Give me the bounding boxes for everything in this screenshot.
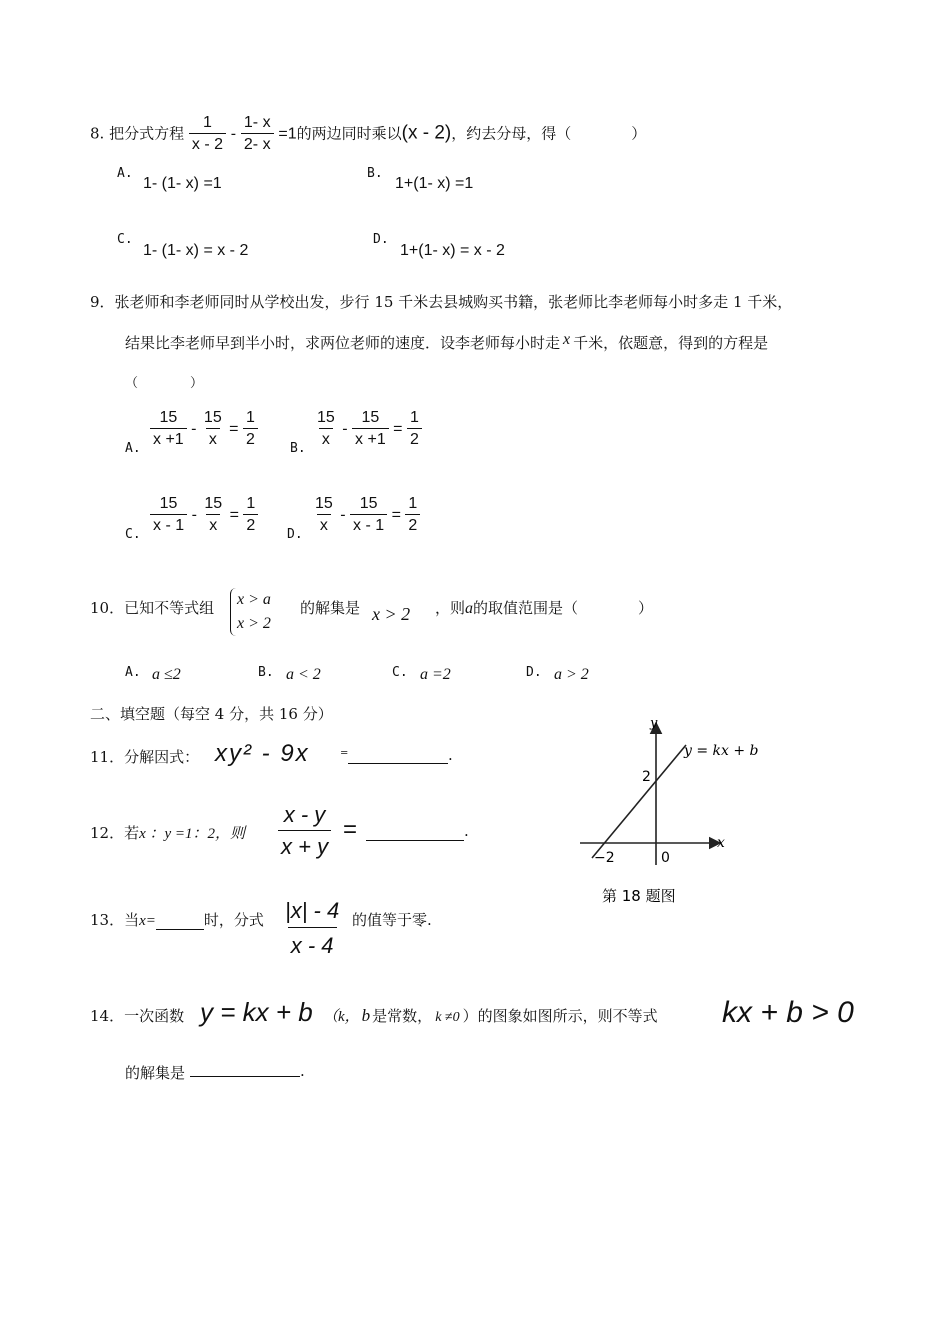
q12-ratio: x ：y =1：2，则	[139, 826, 246, 842]
q8-frac2-den: 2- x	[241, 133, 274, 156]
q9-c-r-den: 2	[243, 514, 258, 537]
q9-variable: x	[563, 331, 571, 348]
q9-answer-paren: （ ）	[125, 376, 204, 391]
q11-answer-blank[interactable]	[348, 745, 448, 764]
section-2-heading: 二、填空题（每空 4 分，共 16 分）	[90, 705, 333, 723]
q8-fraction-1	[189, 113, 226, 156]
q10-suffix	[435, 597, 653, 618]
q14-inequality: kx + b > 0	[722, 996, 854, 1029]
q8-fraction-2	[241, 113, 274, 156]
q9-c-f2-den: x	[206, 514, 220, 537]
q9-option-c-label: C.	[125, 527, 141, 542]
q12-prefix	[90, 822, 245, 843]
q8-frac2-num: 1- x	[243, 114, 271, 131]
q14-b: b	[361, 1006, 371, 1025]
q9-b-f2-den: x +1	[352, 428, 389, 451]
q14-paren-a: （k，	[323, 1009, 360, 1025]
q9-line-2b: 千米，依题意，得到的方程是	[573, 334, 769, 352]
q12-num: x - y	[283, 802, 326, 827]
q11-dot: .	[448, 746, 453, 764]
q13-answer-blank[interactable]	[156, 913, 204, 930]
q9-d-r-den: 2	[405, 514, 420, 537]
q10-option-a: a ≤2	[152, 666, 181, 683]
q10-ineq-1: x > a	[237, 591, 271, 608]
q13-num: |x| - 4	[285, 898, 340, 923]
q10-solution: x > 2	[372, 604, 411, 624]
q9-a-frac-2	[201, 408, 225, 451]
q9-c-f2-num: 15	[204, 495, 223, 512]
q9-d-f1-num: 15	[315, 495, 333, 512]
q12-dot: .	[464, 822, 469, 840]
q9-c-r-num: 1	[246, 495, 256, 512]
q9-a-r-den: 2	[243, 428, 258, 451]
q8-middle: 的两边同时乘以	[296, 124, 402, 143]
q9-d-frac-2	[350, 494, 387, 537]
q9-b-r-num: 1	[409, 409, 419, 426]
q9-line-2a: 结果比李老师早到半小时，求两位老师的速度．设李老师每小时走	[125, 334, 561, 352]
q13-mid: 时，分式	[203, 911, 264, 929]
q14-answer-blank[interactable]	[190, 1060, 300, 1077]
q9-d-f2-num: 15	[359, 495, 378, 512]
q8-option-d-label: D.	[373, 232, 389, 247]
q9-option-a-label: A.	[125, 441, 141, 456]
q10-suffix-a: ，则	[435, 599, 466, 617]
q8-option-a: 1- (1- x) =1	[143, 175, 222, 192]
q14-paren-c: ）的图象如图所示，则不等式	[462, 1007, 658, 1025]
q8-stem	[90, 113, 646, 156]
q10-option-c: a =2	[420, 666, 451, 683]
q8-eq-one: =1	[278, 125, 297, 143]
q14-dot: .	[300, 1062, 305, 1080]
q8-frac1-den: x - 2	[189, 133, 226, 156]
q10-brace	[230, 588, 271, 636]
q9-line-1: 9．张老师和李老师同时从学校出发，步行 15 千米去县城购买书籍，张老师比李老师每小时多走 1 千米，	[90, 293, 793, 311]
function-line	[592, 745, 686, 858]
q12-frac	[278, 800, 331, 863]
q10-option-b-label: B.	[258, 665, 274, 680]
q9-c-frac-2	[201, 494, 225, 537]
q9-d-r-num: 1	[408, 495, 418, 512]
q10-option-b: a < 2	[286, 666, 321, 683]
q12-answer-blank[interactable]	[366, 820, 464, 841]
q11-equals: =	[340, 748, 349, 759]
q9-b-frac-3	[407, 408, 422, 451]
q8-option-a-label: A.	[117, 166, 133, 181]
q9-a-f1-num: 15	[159, 409, 178, 426]
q9-c-frac-1	[150, 494, 187, 537]
q14-paren	[323, 1005, 658, 1026]
origin-label: 0	[661, 850, 670, 866]
q11-prefix: 11．分解因式：	[90, 748, 200, 766]
q10-middle: 的解集是	[300, 599, 361, 617]
y-intercept-label: 2	[642, 769, 651, 785]
q12-fraction	[278, 800, 331, 863]
q8-minus: -	[230, 125, 237, 143]
q10-suffix-b: 的取值范围是（ ）	[473, 599, 654, 617]
q9-c-f1-den: x - 1	[150, 514, 187, 537]
q9-a-r-num: 1	[245, 409, 255, 426]
q13-fraction	[282, 895, 342, 964]
q9-option-b-label: B.	[290, 441, 306, 456]
q8-factor: (x - 2)	[401, 122, 452, 144]
q9-b-frac-2	[352, 408, 389, 451]
q9-d-f1-den: x	[317, 514, 331, 537]
q9-b-frac-1	[314, 408, 338, 451]
q13-den: x - 4	[288, 927, 337, 964]
q8-option-c-label: C.	[117, 232, 133, 247]
q12-equals: =	[343, 816, 358, 843]
q10-option-d: a > 2	[554, 666, 589, 683]
q14-function: y = kx + b	[200, 997, 313, 1027]
q8-option-b: 1+(1- x) =1	[395, 175, 474, 192]
figure-linear-graph	[560, 715, 770, 915]
q13-xeq: x=	[139, 913, 156, 929]
q9-a-f2-num: 15	[203, 409, 222, 426]
q9-option-a: $\frac{15}{x +1}$ - $\frac{15}{x}$ = $\frac{1}{2}$	[150, 408, 258, 451]
q8-number: 8.	[90, 124, 105, 143]
graph-svg	[560, 715, 770, 915]
q9-d-f2-den: x - 1	[350, 514, 387, 537]
x-axis-label: x	[717, 835, 725, 851]
q14-k-condition: k ≠0	[435, 1010, 460, 1025]
q12-den: x + y	[278, 830, 331, 863]
line-label: y = kx + b	[684, 743, 759, 759]
q8-suffix: ，约去分母，得（ ）	[451, 124, 647, 143]
q9-b-f1-num: 15	[317, 409, 335, 426]
figure-caption: 第 18 题图	[602, 887, 676, 905]
q10-prefix: 10．已知不等式组	[90, 599, 215, 617]
q13-prefix-text: 13．当	[90, 911, 140, 929]
q9-option-c: $\frac{15}{x - 1}$ - $\frac{15}{x}$ = $\frac{1}{2}$	[150, 494, 258, 537]
q13-suffix: 的值等于零.	[352, 911, 432, 929]
q9-option-b: $\frac{15}{x}$ - $\frac{15}{x +1}$ = $\frac{1}{2}$	[314, 408, 422, 451]
q14-prefix: 14．一次函数	[90, 1007, 185, 1025]
q8-prefix: 把分式方程	[109, 124, 185, 143]
q9-option-d-label: D.	[287, 527, 303, 542]
q9-b-f1-den: x	[319, 428, 333, 451]
q9-a-f1-den: x +1	[150, 428, 187, 451]
q9-line-2	[125, 331, 768, 353]
q9-a-f2-den: x	[206, 428, 220, 451]
q14-paren-b: 是常数，	[372, 1007, 433, 1025]
q11-expression: xy² - 9x	[215, 740, 310, 767]
q10-option-d-label: D.	[526, 665, 542, 680]
q9-b-r-den: 2	[407, 428, 422, 451]
q8-option-c: 1- (1- x) = x - 2	[143, 242, 249, 259]
q9-b-f2-num: 15	[361, 409, 380, 426]
q14-line-2: 的解集是	[125, 1064, 186, 1082]
x-intercept-label: −2	[594, 850, 615, 866]
q10-system	[230, 588, 271, 636]
q8-frac1-num: 1	[203, 114, 212, 131]
q8-option-d: 1+(1- x) = x - 2	[400, 242, 505, 259]
q10-ineq-2: x > 2	[237, 615, 271, 632]
q10-option-c-label: C.	[392, 665, 408, 680]
q13-frac	[282, 895, 342, 964]
q10-option-a-label: A.	[125, 665, 141, 680]
q9-c-frac-3	[243, 494, 258, 537]
q12-prefix-text: 12．若	[90, 824, 140, 842]
q9-d-frac-3	[405, 494, 420, 537]
q9-d-frac-1	[312, 494, 336, 537]
q9-a-frac-3	[243, 408, 258, 451]
y-axis-label: y	[650, 716, 658, 731]
q10-var: a	[465, 600, 474, 617]
q9-a-frac-1	[150, 408, 187, 451]
q9-c-f1-num: 15	[159, 495, 178, 512]
q8-option-b-label: B.	[367, 166, 383, 181]
q13-prefix	[90, 909, 264, 930]
q9-option-d: $\frac{15}{x}$ - $\frac{15}{x - 1}$ = $\frac{1}{2}$	[312, 494, 420, 537]
